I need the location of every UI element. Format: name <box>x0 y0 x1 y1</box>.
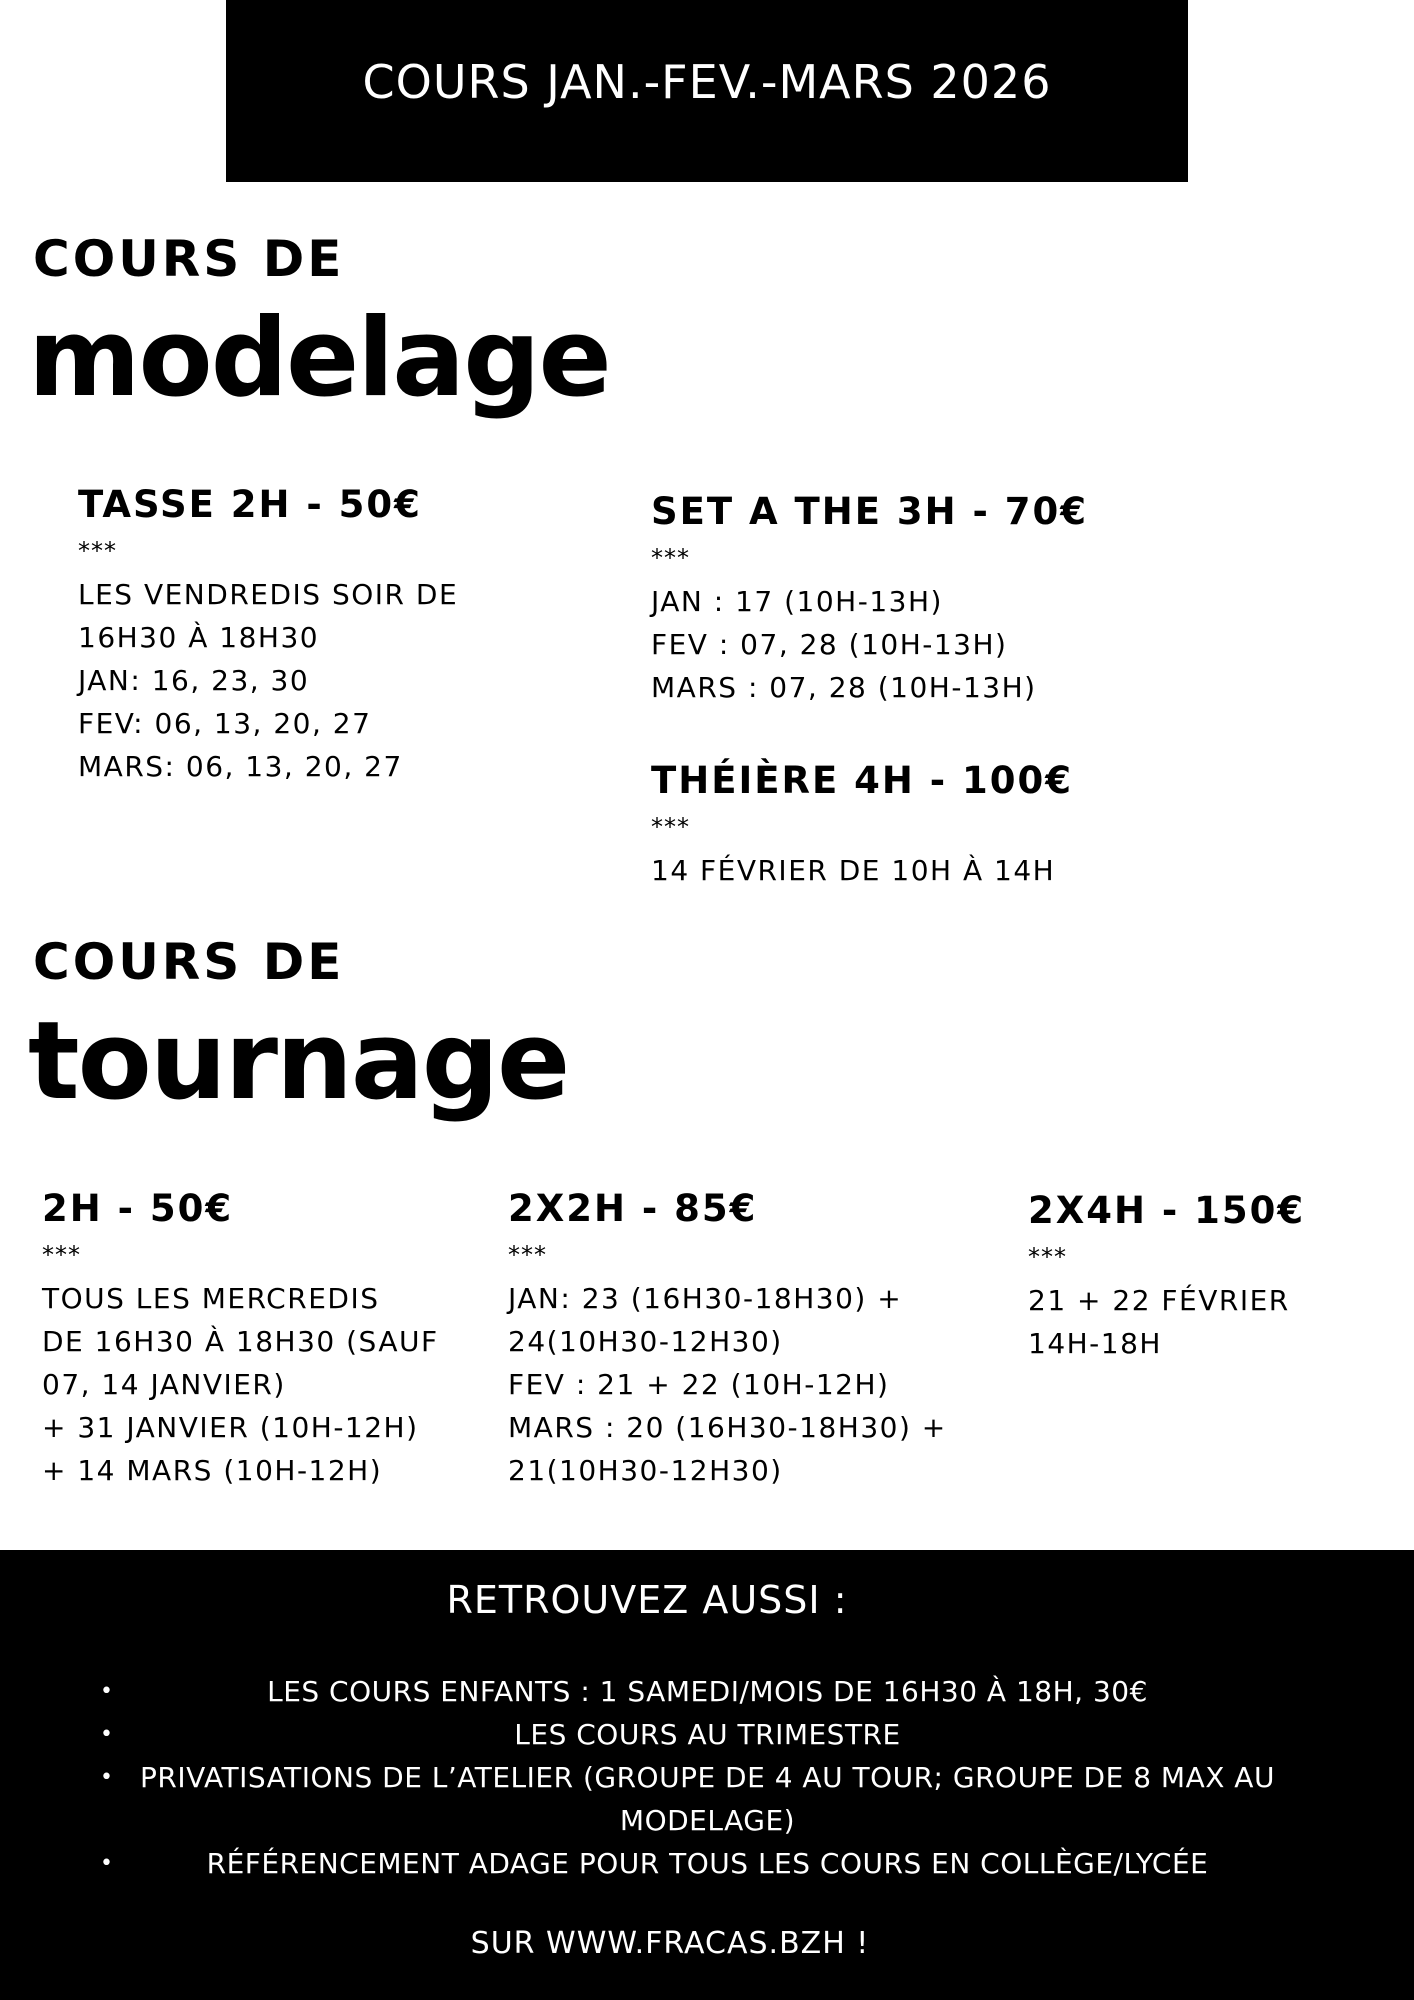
tournage-2x4h-line: 21 + 22 FÉVRIER <box>1028 1284 1290 1318</box>
modelage-kicker: COURS DE <box>33 230 345 288</box>
tournage-2h-heading: 2H - 50€ <box>42 1187 234 1230</box>
bullet-icon: • <box>100 1765 114 1790</box>
tournage-2h-line: + 14 MARS (10H-12H) <box>42 1454 383 1488</box>
website-line: SUR WWW.FRACAS.BZH ! <box>470 1926 870 1961</box>
tournage-2x4h-heading: 2X4H - 150€ <box>1028 1189 1306 1232</box>
tournage-2x2h-line: FEV : 21 + 22 (10H-12H) <box>508 1368 890 1402</box>
tournage-2x4h-stars: *** <box>1028 1243 1067 1272</box>
tournage-2h-block <box>42 1187 439 1492</box>
tournage-2x4h-block <box>1028 1189 1305 1365</box>
tournage-2x2h-line: MARS : 20 (16H30-18H30) + <box>508 1411 947 1445</box>
list-item-text: RÉFÉRENCEMENT ADAGE POUR TOUS LES COURS EN COLLÈGE/LYCÉE <box>206 1847 1209 1880</box>
bullet-icon: • <box>100 1851 114 1876</box>
header-banner <box>226 0 1188 182</box>
modelage-title: modelage <box>28 296 610 421</box>
footer-title: RETROUVEZ AUSSI : <box>446 1578 848 1622</box>
tasse-line: JAN: 16, 23, 30 <box>78 664 310 698</box>
list-item <box>100 1670 1285 1713</box>
tournage-2x2h-stars: *** <box>508 1241 547 1270</box>
set-a-the-line: MARS : 07, 28 (10H-13H) <box>651 671 1037 705</box>
list-item <box>100 1842 1285 1885</box>
tournage-2x2h-line: 24(10H30-12H30) <box>508 1325 783 1359</box>
page-title: COURS JAN.-FEV.-MARS 2026 <box>362 55 1052 109</box>
tasse-heading: TASSE 2H - 50€ <box>78 483 422 526</box>
set-a-the-line: JAN : 17 (10H-13H) <box>651 585 943 619</box>
list-item <box>100 1756 1285 1842</box>
tournage-2h-line: + 31 JANVIER (10H-12H) <box>42 1411 419 1445</box>
theiere-stars: *** <box>651 813 690 842</box>
set-a-the-line: FEV : 07, 28 (10H-13H) <box>651 628 1008 662</box>
set-a-the-heading: SET A THE 3H - 70€ <box>651 490 1088 533</box>
tournage-2h-stars: *** <box>42 1241 81 1270</box>
set-a-the-stars: *** <box>651 544 690 573</box>
tasse-stars: *** <box>78 537 117 566</box>
list-item-text: LES COURS ENFANTS : 1 SAMEDI/MOIS DE 16H30 À 18H, 30€ <box>267 1675 1148 1708</box>
tournage-2x2h-line: 21(10H30-12H30) <box>508 1454 783 1488</box>
list-item-text: PRIVATISATIONS DE L’ATELIER (GROUPE DE 4 AU TOUR; GROUPE DE 8 MAX AU MODELAGE) <box>140 1761 1275 1837</box>
tournage-2x2h-line: JAN: 23 (16H30-18H30) + <box>508 1282 903 1316</box>
modelage-set-a-the-block <box>651 490 1088 709</box>
tournage-kicker: COURS DE <box>33 933 345 991</box>
bullet-icon: • <box>100 1722 114 1747</box>
tournage-2h-line: TOUS LES MERCREDIS <box>42 1282 380 1316</box>
modelage-theiere-block <box>651 759 1073 892</box>
tournage-2x4h-line: 14H-18H <box>1028 1327 1162 1361</box>
tournage-title: tournage <box>28 999 569 1124</box>
tasse-line: 16H30 À 18H30 <box>78 621 320 655</box>
tasse-line: LES VENDREDIS SOIR DE <box>78 578 459 612</box>
tournage-2h-line: DE 16H30 À 18H30 (SAUF <box>42 1325 439 1359</box>
tournage-2x2h-heading: 2X2H - 85€ <box>508 1187 758 1230</box>
theiere-heading: THÉIÈRE 4H - 100€ <box>651 759 1073 802</box>
footer-panel <box>0 1550 1414 2000</box>
modelage-tasse-block <box>78 483 458 788</box>
footer-list <box>100 1670 1285 1885</box>
tournage-2x2h-block <box>508 1187 947 1492</box>
theiere-line: 14 FÉVRIER DE 10H À 14H <box>651 854 1056 888</box>
list-item <box>100 1713 1285 1756</box>
tournage-2h-line: 07, 14 JANVIER) <box>42 1368 286 1402</box>
bullet-icon: • <box>100 1679 114 1704</box>
tasse-line: MARS: 06, 13, 20, 27 <box>78 750 403 784</box>
list-item-text: LES COURS AU TRIMESTRE <box>514 1718 901 1751</box>
tasse-line: FEV: 06, 13, 20, 27 <box>78 707 372 741</box>
